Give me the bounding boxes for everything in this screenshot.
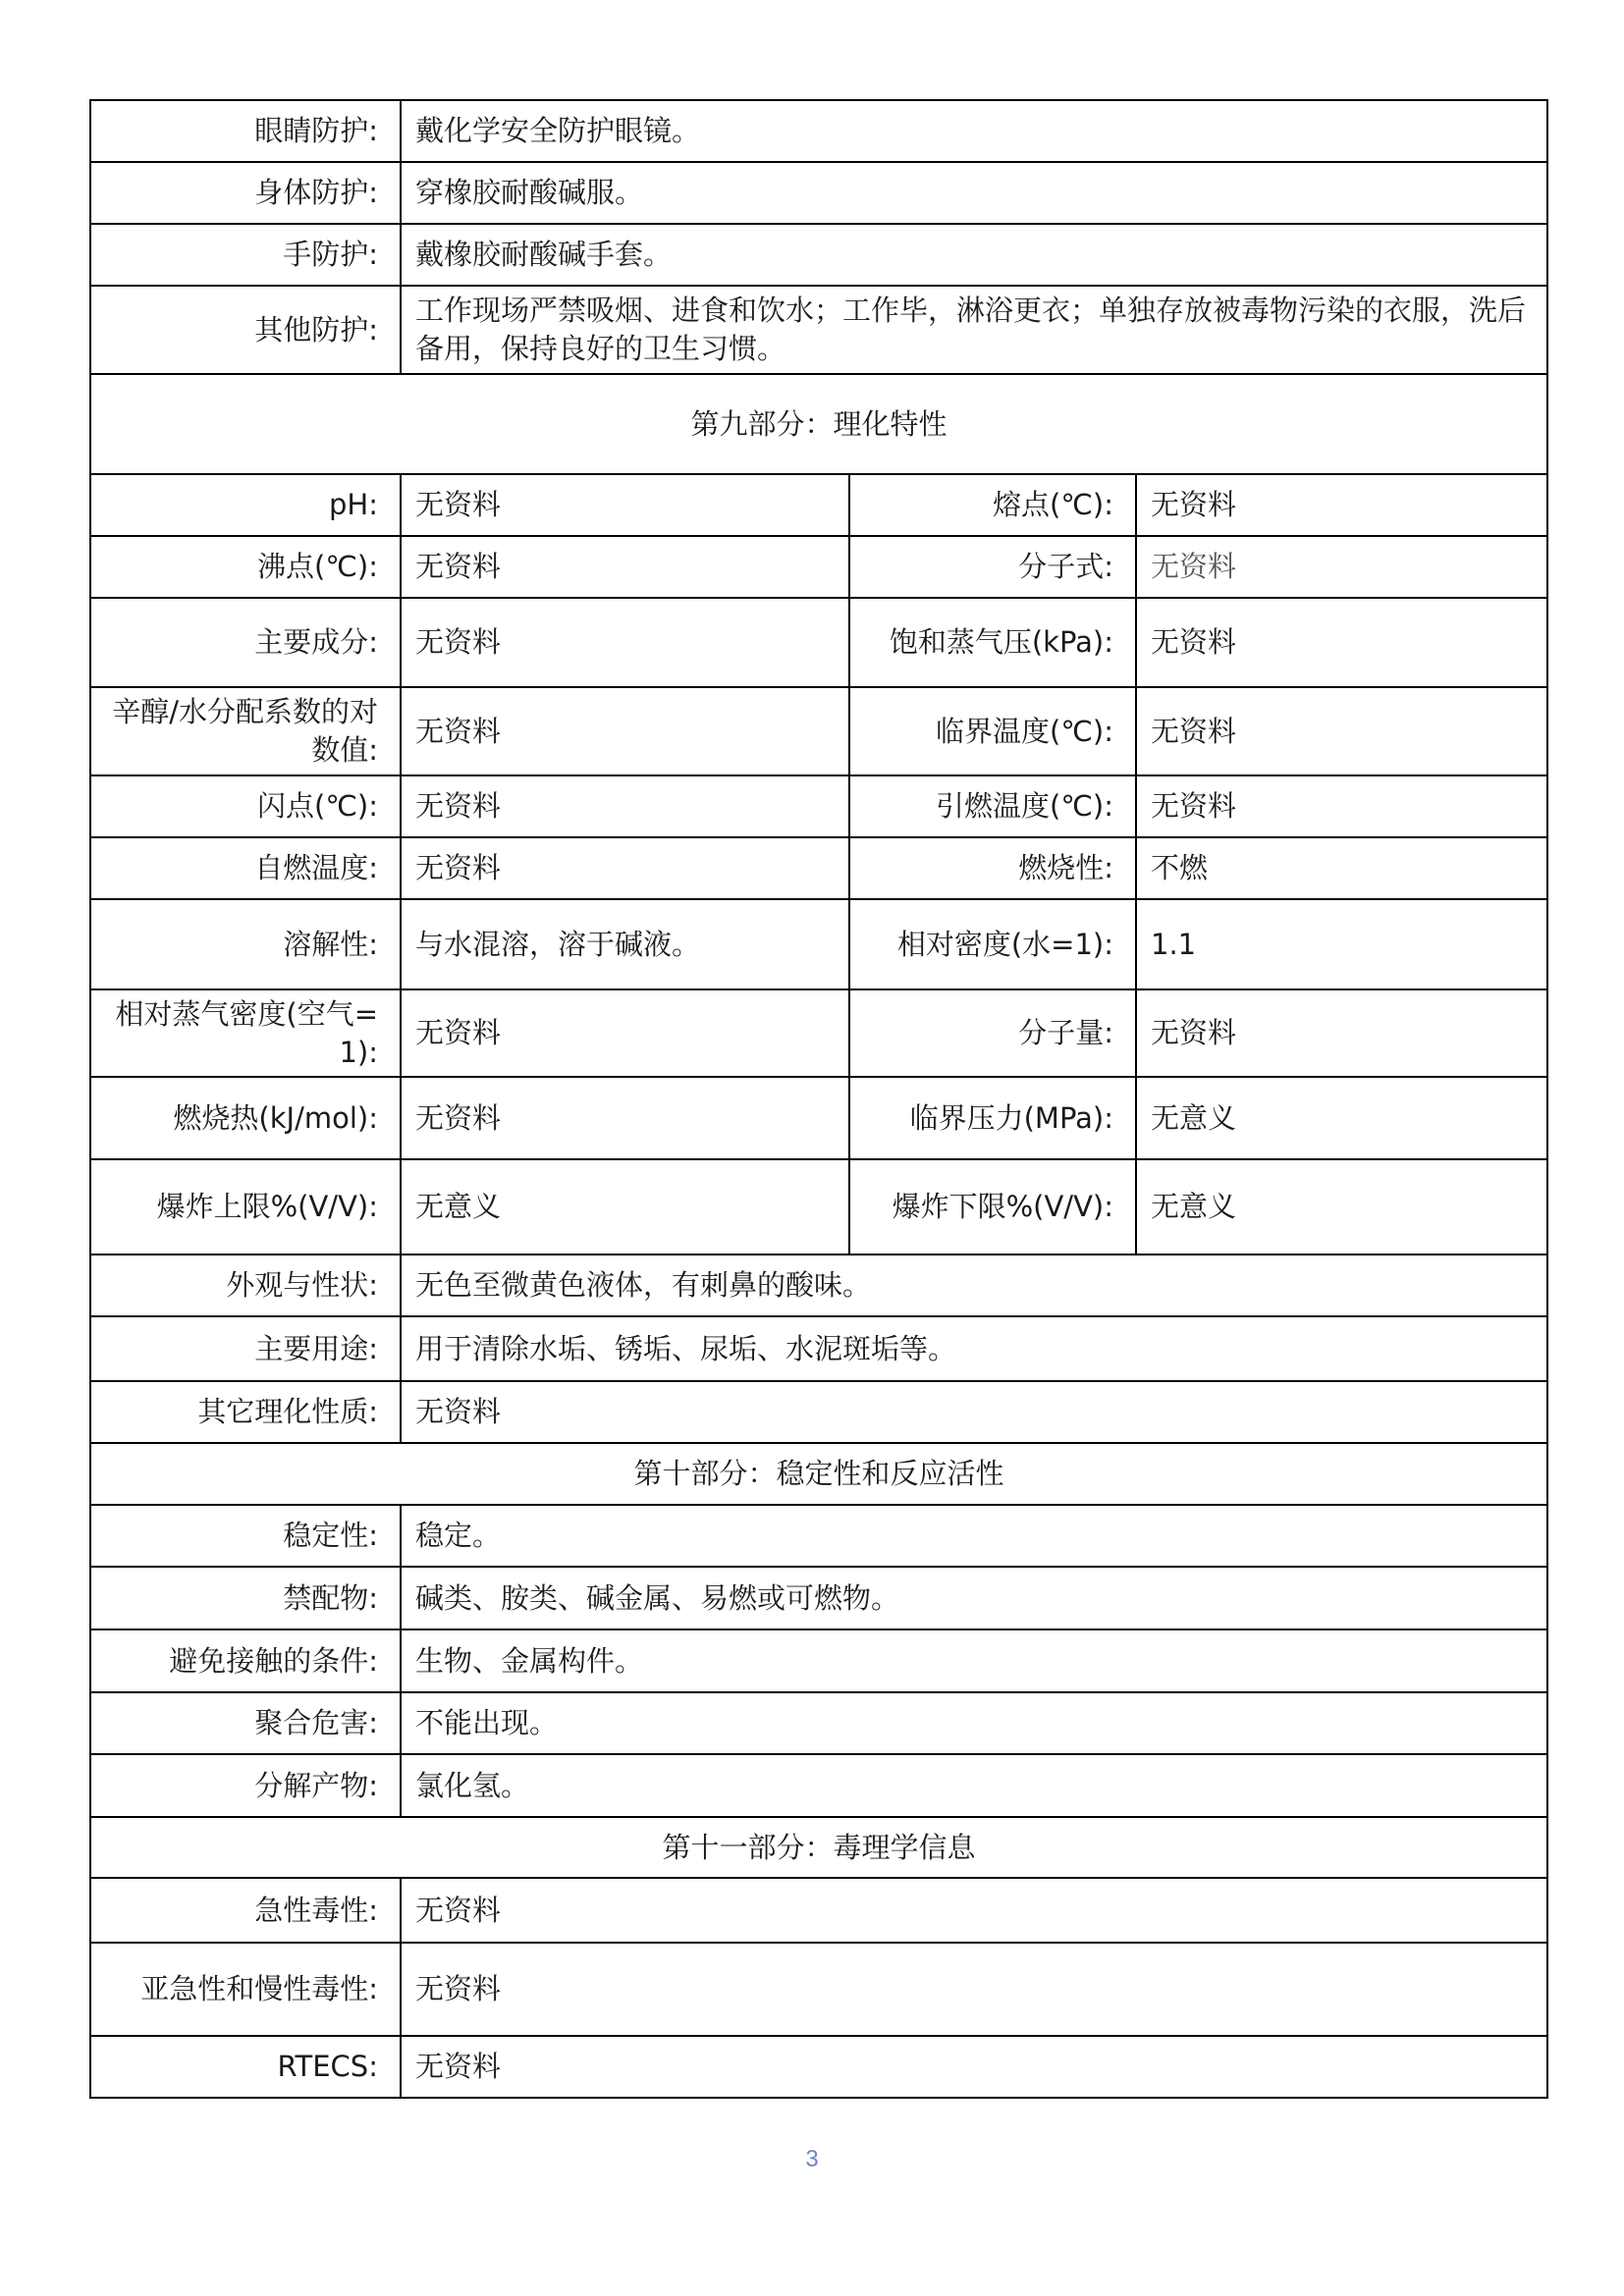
row-label: 急性毒性: — [90, 1878, 401, 1943]
page-number: 3 — [805, 2146, 819, 2172]
property-label: 相对蒸气密度(空气=1): — [90, 989, 401, 1077]
table-row — [90, 1381, 1547, 1443]
table-row — [90, 837, 1547, 899]
property-label: 相对密度(水=1): — [849, 899, 1136, 989]
row-label: 稳定性: — [90, 1505, 401, 1567]
table-row — [90, 899, 1547, 989]
property-label: 主要成分: — [90, 598, 401, 687]
table-row — [90, 1077, 1547, 1159]
table-row — [90, 224, 1547, 286]
row-label: 禁配物: — [90, 1567, 401, 1629]
property-value: 无资料 — [401, 687, 849, 775]
property-value: 不燃 — [1136, 837, 1547, 899]
property-value: 无资料 — [401, 775, 849, 837]
row-label: 其他防护: — [90, 286, 401, 374]
row-label: 主要用途: — [90, 1316, 401, 1381]
property-label: 临界温度(℃): — [849, 687, 1136, 775]
section-title: 第十一部分：毒理学信息 — [90, 1817, 1547, 1878]
section-header-row — [90, 1443, 1547, 1505]
property-label: 分子式: — [849, 536, 1136, 598]
property-value: 无资料 — [401, 989, 849, 1077]
row-value: 无资料 — [401, 1381, 1547, 1443]
property-value: 1.1 — [1136, 899, 1547, 989]
row-label: 亚急性和慢性毒性: — [90, 1943, 401, 2036]
property-label: 熔点(℃): — [849, 474, 1136, 536]
property-label: 爆炸上限%(V/V): — [90, 1159, 401, 1255]
property-value: 无资料 — [1136, 536, 1547, 598]
row-label: 手防护: — [90, 224, 401, 286]
property-value: 无资料 — [1136, 598, 1547, 687]
sds-table — [89, 99, 1548, 2099]
property-label: 引燃温度(℃): — [849, 775, 1136, 837]
property-label: 燃烧性: — [849, 837, 1136, 899]
sds-table-page — [89, 99, 1546, 2099]
table-row — [90, 536, 1547, 598]
property-label: 爆炸下限%(V/V): — [849, 1159, 1136, 1255]
table-row — [90, 100, 1547, 162]
table-row — [90, 598, 1547, 687]
row-value: 无色至微黄色液体，有刺鼻的酸味。 — [401, 1255, 1547, 1316]
row-label: 身体防护: — [90, 162, 401, 224]
property-label: 饱和蒸气压(kPa): — [849, 598, 1136, 687]
table-row — [90, 1692, 1547, 1754]
property-label: 分子量: — [849, 989, 1136, 1077]
property-label: 临界压力(MPa): — [849, 1077, 1136, 1159]
property-label: 自燃温度: — [90, 837, 401, 899]
row-label: 避免接触的条件: — [90, 1629, 401, 1692]
property-value: 无资料 — [1136, 989, 1547, 1077]
table-row — [90, 989, 1547, 1077]
property-value: 无意义 — [1136, 1159, 1547, 1255]
table-row — [90, 1878, 1547, 1943]
table-row — [90, 162, 1547, 224]
table-row — [90, 1943, 1547, 2036]
table-row — [90, 687, 1547, 775]
row-value: 氯化氢。 — [401, 1754, 1547, 1817]
property-value: 无资料 — [1136, 474, 1547, 536]
property-value: 无资料 — [401, 474, 849, 536]
row-value: 戴橡胶耐酸碱手套。 — [401, 224, 1547, 286]
row-value: 无资料 — [401, 1878, 1547, 1943]
row-value: 无资料 — [401, 1943, 1547, 2036]
row-value: 用于清除水垢、锈垢、尿垢、水泥斑垢等。 — [401, 1316, 1547, 1381]
property-label: 燃烧热(kJ/mol): — [90, 1077, 401, 1159]
property-value: 无资料 — [401, 598, 849, 687]
section-header-row — [90, 374, 1547, 474]
row-value: 碱类、胺类、碱金属、易燃或可燃物。 — [401, 1567, 1547, 1629]
property-value: 与水混溶，溶于碱液。 — [401, 899, 849, 989]
property-label: 沸点(℃): — [90, 536, 401, 598]
property-value: 无意义 — [1136, 1077, 1547, 1159]
property-value: 无资料 — [401, 536, 849, 598]
section-title: 第十部分：稳定性和反应活性 — [90, 1443, 1547, 1505]
table-row — [90, 2036, 1547, 2098]
row-value: 无资料 — [401, 2036, 1547, 2098]
property-value: 无资料 — [401, 837, 849, 899]
row-label: 其它理化性质: — [90, 1381, 401, 1443]
table-row — [90, 1316, 1547, 1381]
table-row — [90, 1567, 1547, 1629]
row-value: 工作现场严禁吸烟、进食和饮水；工作毕，淋浴更衣；单独存放被毒物污染的衣服，洗后备用，保持良好的卫生习惯。 — [401, 286, 1547, 374]
table-row — [90, 1754, 1547, 1817]
property-label: 辛醇/水分配系数的对数值: — [90, 687, 401, 775]
row-label: 眼睛防护: — [90, 100, 401, 162]
table-row — [90, 1255, 1547, 1316]
property-value: 无资料 — [401, 1077, 849, 1159]
row-value: 稳定。 — [401, 1505, 1547, 1567]
section-header-row — [90, 1817, 1547, 1878]
row-value: 戴化学安全防护眼镜。 — [401, 100, 1547, 162]
section-title: 第九部分：理化特性 — [90, 374, 1547, 474]
property-label: 闪点(℃): — [90, 775, 401, 837]
row-value: 不能出现。 — [401, 1692, 1547, 1754]
row-label: RTECS: — [90, 2036, 401, 2098]
row-value: 生物、金属构件。 — [401, 1629, 1547, 1692]
table-row — [90, 1159, 1547, 1255]
row-label: 聚合危害: — [90, 1692, 401, 1754]
row-label: 分解产物: — [90, 1754, 401, 1817]
row-label: 外观与性状: — [90, 1255, 401, 1316]
property-value: 无资料 — [1136, 775, 1547, 837]
property-value: 无资料 — [1136, 687, 1547, 775]
table-row — [90, 1629, 1547, 1692]
table-row — [90, 286, 1547, 374]
table-row — [90, 1505, 1547, 1567]
property-value: 无意义 — [401, 1159, 849, 1255]
row-value: 穿橡胶耐酸碱服。 — [401, 162, 1547, 224]
table-row — [90, 775, 1547, 837]
property-label: pH: — [90, 474, 401, 536]
property-label: 溶解性: — [90, 899, 401, 989]
table-row — [90, 474, 1547, 536]
